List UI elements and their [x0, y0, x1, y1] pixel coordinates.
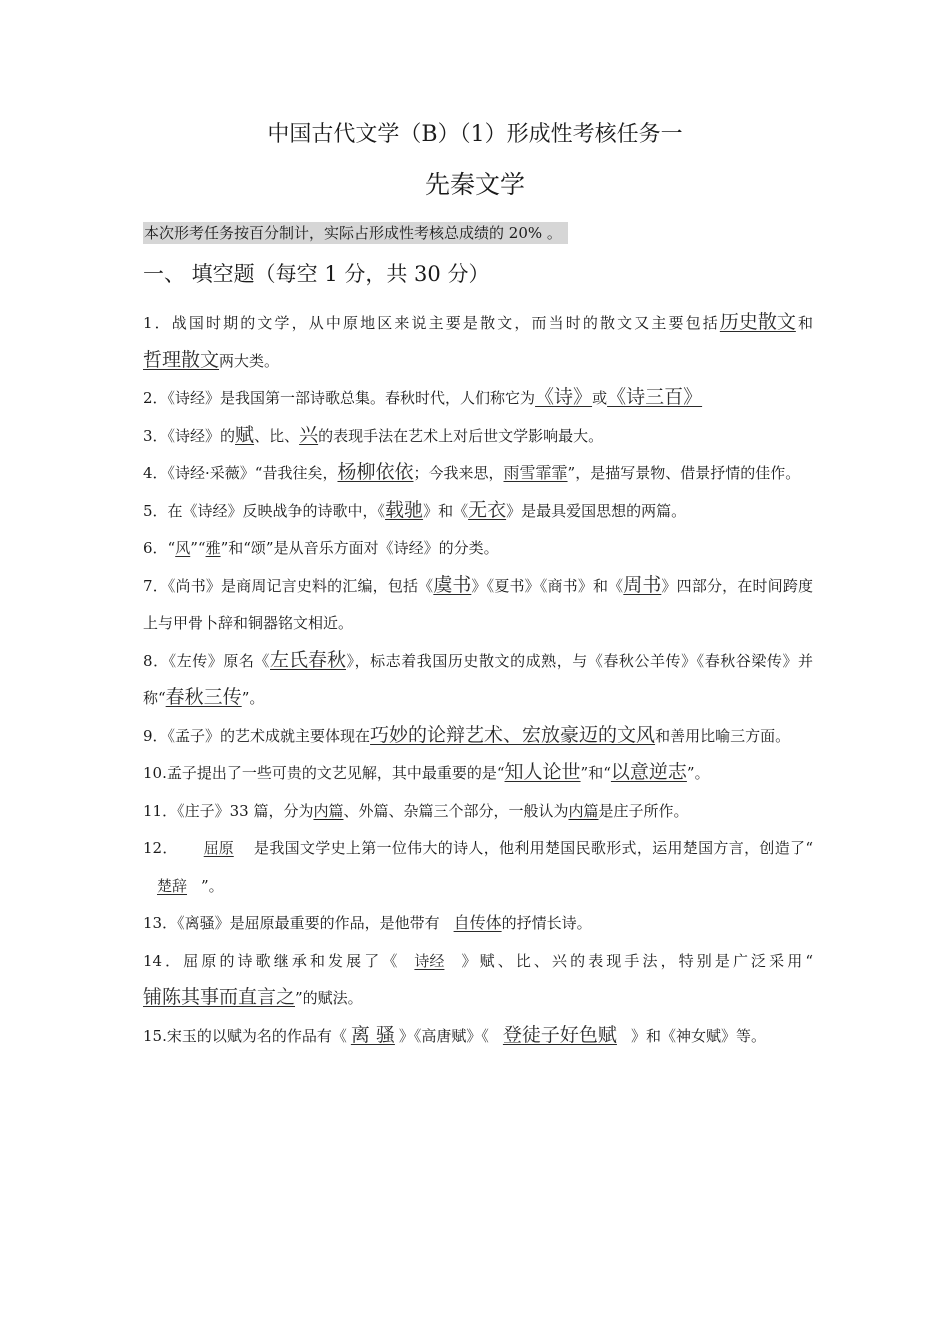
- question-14: 14．屈原的诗歌继承和发展了《 诗经 》赋、比、兴的表现手法，特别是广泛采用“铺陈其事而直言之”的赋法。: [143, 951, 814, 1008]
- answer-blank: 哲理散文: [143, 348, 220, 371]
- page-title: 中国古代文学（B）（1）形成性考核任务一: [267, 122, 683, 147]
- answer-blank: 楚辞: [157, 876, 188, 895]
- answer-blank: 无衣: [468, 498, 507, 521]
- answer-blank: 兴: [299, 423, 319, 446]
- answer-blank: 风: [175, 539, 191, 557]
- answer-blank: 虞书: [433, 573, 472, 596]
- question-list: [143, 305, 813, 1055]
- question-15: 15.宋玉的以赋为名的作品有《 离 骚 》《高唐赋》《 登徒子好色赋 》和《神女赋》等。: [143, 1023, 766, 1046]
- answer-blank: 春秋三传: [165, 686, 242, 708]
- answer-blank: 赋: [235, 423, 255, 446]
- question-5: 5．在《诗经》反映战争的诗歌中，《载驰》和《无衣》是最具爱国思想的两篇。: [143, 498, 687, 521]
- page-subtitle: 先秦文学: [424, 170, 525, 199]
- question-3: 3．《诗经》的赋、比、兴的表现手法在艺术上对后世文学影响最大。: [143, 423, 604, 446]
- question-6: 6．“风”“雅”和“颂”是从音乐方面对《诗经》的分类。: [143, 539, 499, 557]
- question-2: 2．《诗经》是我国第一部诗歌总集。春秋时代，人们称它为《诗》或《诗三百》: [143, 386, 703, 408]
- answer-blank: 自传体: [453, 913, 502, 932]
- question-13: 13．《离骚》是屈原最重要的作品，是他带有 自传体的抒情长诗。: [143, 913, 592, 932]
- answer-blank: 离 骚: [350, 1023, 395, 1046]
- answer-blank: 铺陈其事而直言之: [143, 986, 296, 1008]
- question-12: 12． 屈原 是我国文学史上第一位伟大的诗人，他利用楚国民歌形式，运用楚国方言，创造了“楚辞 ”。: [143, 839, 813, 895]
- answer-blank: 内篇: [313, 801, 344, 820]
- section-heading: 一、 填空题（每空 1 分，共 30 分）: [143, 262, 490, 286]
- question-4: 4．《诗经·采薇》“昔我往矣，杨柳依依；今我来思，雨雪霏霏”，是描写景物、借景抒情的佳作。: [143, 461, 801, 483]
- question-7: 7．《尚书》是商周记言史料的汇编，包括《虞书》《夏书》《商书》和《周书》四部分，在时间跨度上与甲骨卜辞和铜器铭文相近。: [143, 573, 813, 632]
- answer-blank: 知人论世: [504, 761, 581, 783]
- answer-blank: 《诗三百》: [607, 386, 703, 408]
- answer-blank: 历史散文: [719, 311, 796, 333]
- answer-blank: 登徒子好色赋: [502, 1023, 617, 1046]
- question-11: 11．《庄子》33 篇，分为内篇、外篇、杂篇三个部分，一般认为内篇是庄子所作。: [143, 801, 689, 820]
- answer-blank: 载驰: [385, 498, 424, 521]
- answer-blank: 左氏春秋: [269, 648, 346, 671]
- answer-blank: 雅: [205, 539, 221, 557]
- question-9: 9．《孟子》的艺术成就主要体现在巧妙的论辩艺术、宏放豪迈的文风和善用比喻三方面。: [143, 723, 791, 746]
- answer-blank: 诗经: [414, 951, 445, 970]
- answer-blank: 杨柳依依: [337, 461, 414, 483]
- answer-blank: 《诗》: [535, 386, 593, 408]
- answer-blank: 周书: [623, 573, 662, 596]
- answer-blank: 屈原: [203, 839, 234, 857]
- answer-blank: 以意逆志: [610, 761, 687, 783]
- question-10: 10.孟子提出了一些可贵的文艺见解，其中最重要的是“知人论世”和“以意逆志”。: [143, 761, 710, 783]
- answer-blank: 内篇: [568, 801, 599, 820]
- grading-note: 本次形考任务按百分制计，实际占形成性考核总成绩的 20% 。: [143, 222, 568, 244]
- question-8: 8．《左传》原名《左氏春秋》，标志着我国历史散文的成熟，与《春秋公羊传》《春秋谷梁传》并称“春秋三传”。: [143, 648, 813, 708]
- answer-blank: 雨雪霏霏: [503, 463, 568, 482]
- answer-blank: 巧妙的论辩艺术、宏放豪迈的文风: [370, 723, 656, 746]
- question-1: 1．战国时期的文学，从中原地区来说主要是散文，而当时的散文又主要包括历史散文和哲理散文两大类。: [143, 311, 813, 371]
